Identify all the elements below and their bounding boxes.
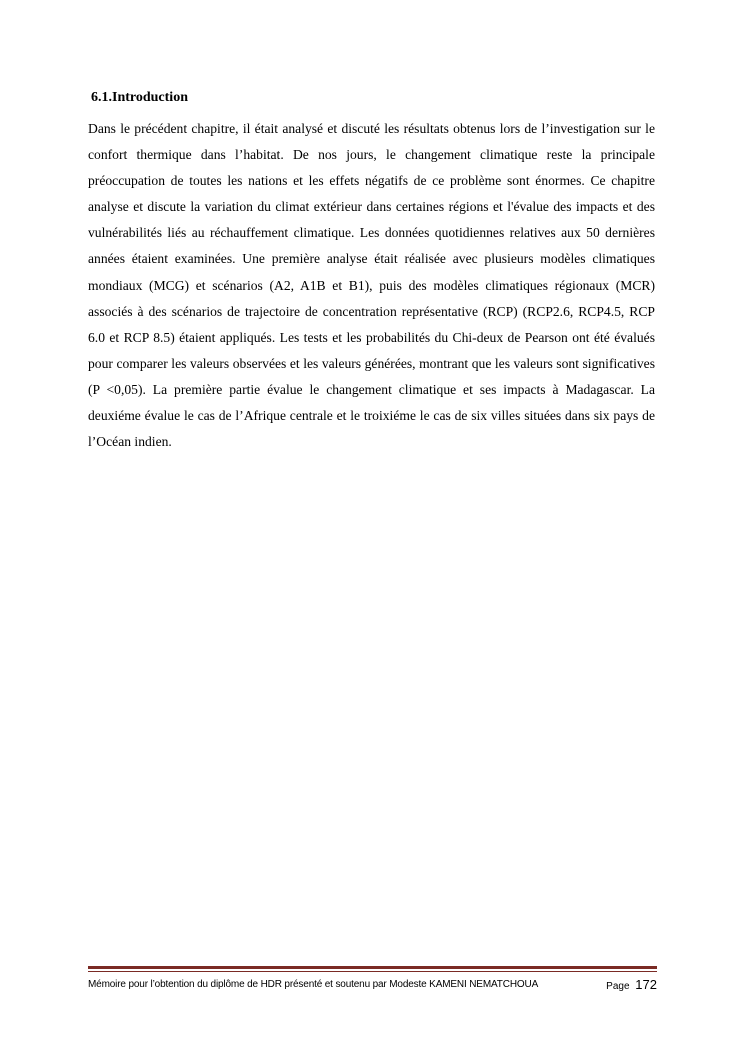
- footer-text: Mémoire pour l’obtention du diplôme de HDR présenté et soutenu par Modeste KAMENI NEMATCHOUA: [88, 979, 539, 990]
- footer-rule-thin: [88, 971, 657, 972]
- section-heading: 6.1.Introduction: [91, 90, 188, 105]
- introduction-paragraph: Dans le précédent chapitre, il était analysé et discuté les résultats obtenus lors de l’investigation sur le confort thermique dans l’habitat. De nos jours, le changement climatique reste la principale préoccupation de toutes les nations et les effets négatifs de ce problème sont énormes. Ce chapitre analyse et discute la variation du climat extérieur dans certaines régions et l'évalue des impacts et des vulnérabilités liés au réchauffement climatique. Les données quotidiennes relatives aux 50 dernières années étaient examinées. Une première analyse était réalisée avec plusieurs modèles climatiques mondiaux (MCG) et scénarios (A2, A1B et B1), puis des modèles climatiques régionaux (MCR) associés à des scénarios de trajectoire de concentration représentative (RCP) (RCP2.6, RCP4.5, RCP 6.0 et RCP 8.5) étaient appliqués. Les tests et les probabilités du Chi-deux de Pearson ont été évalués pour comparer les valeurs observées et les valeurs générées, montrant que les valeurs sont significatives (P <0,05). La première partie évalue le changement climatique et ses impacts à Madagascar. La deuxiéme évalue le cas de l’Afrique centrale et le troixiéme le cas de six villes situées dans six pays de l’Océan indien.: [88, 121, 655, 450]
- footer-rule-thick: [88, 966, 657, 969]
- page-number-block: [606, 977, 657, 995]
- page-label: Page: [606, 981, 630, 992]
- page-number: 172: [635, 977, 657, 992]
- page-footer: [88, 977, 657, 995]
